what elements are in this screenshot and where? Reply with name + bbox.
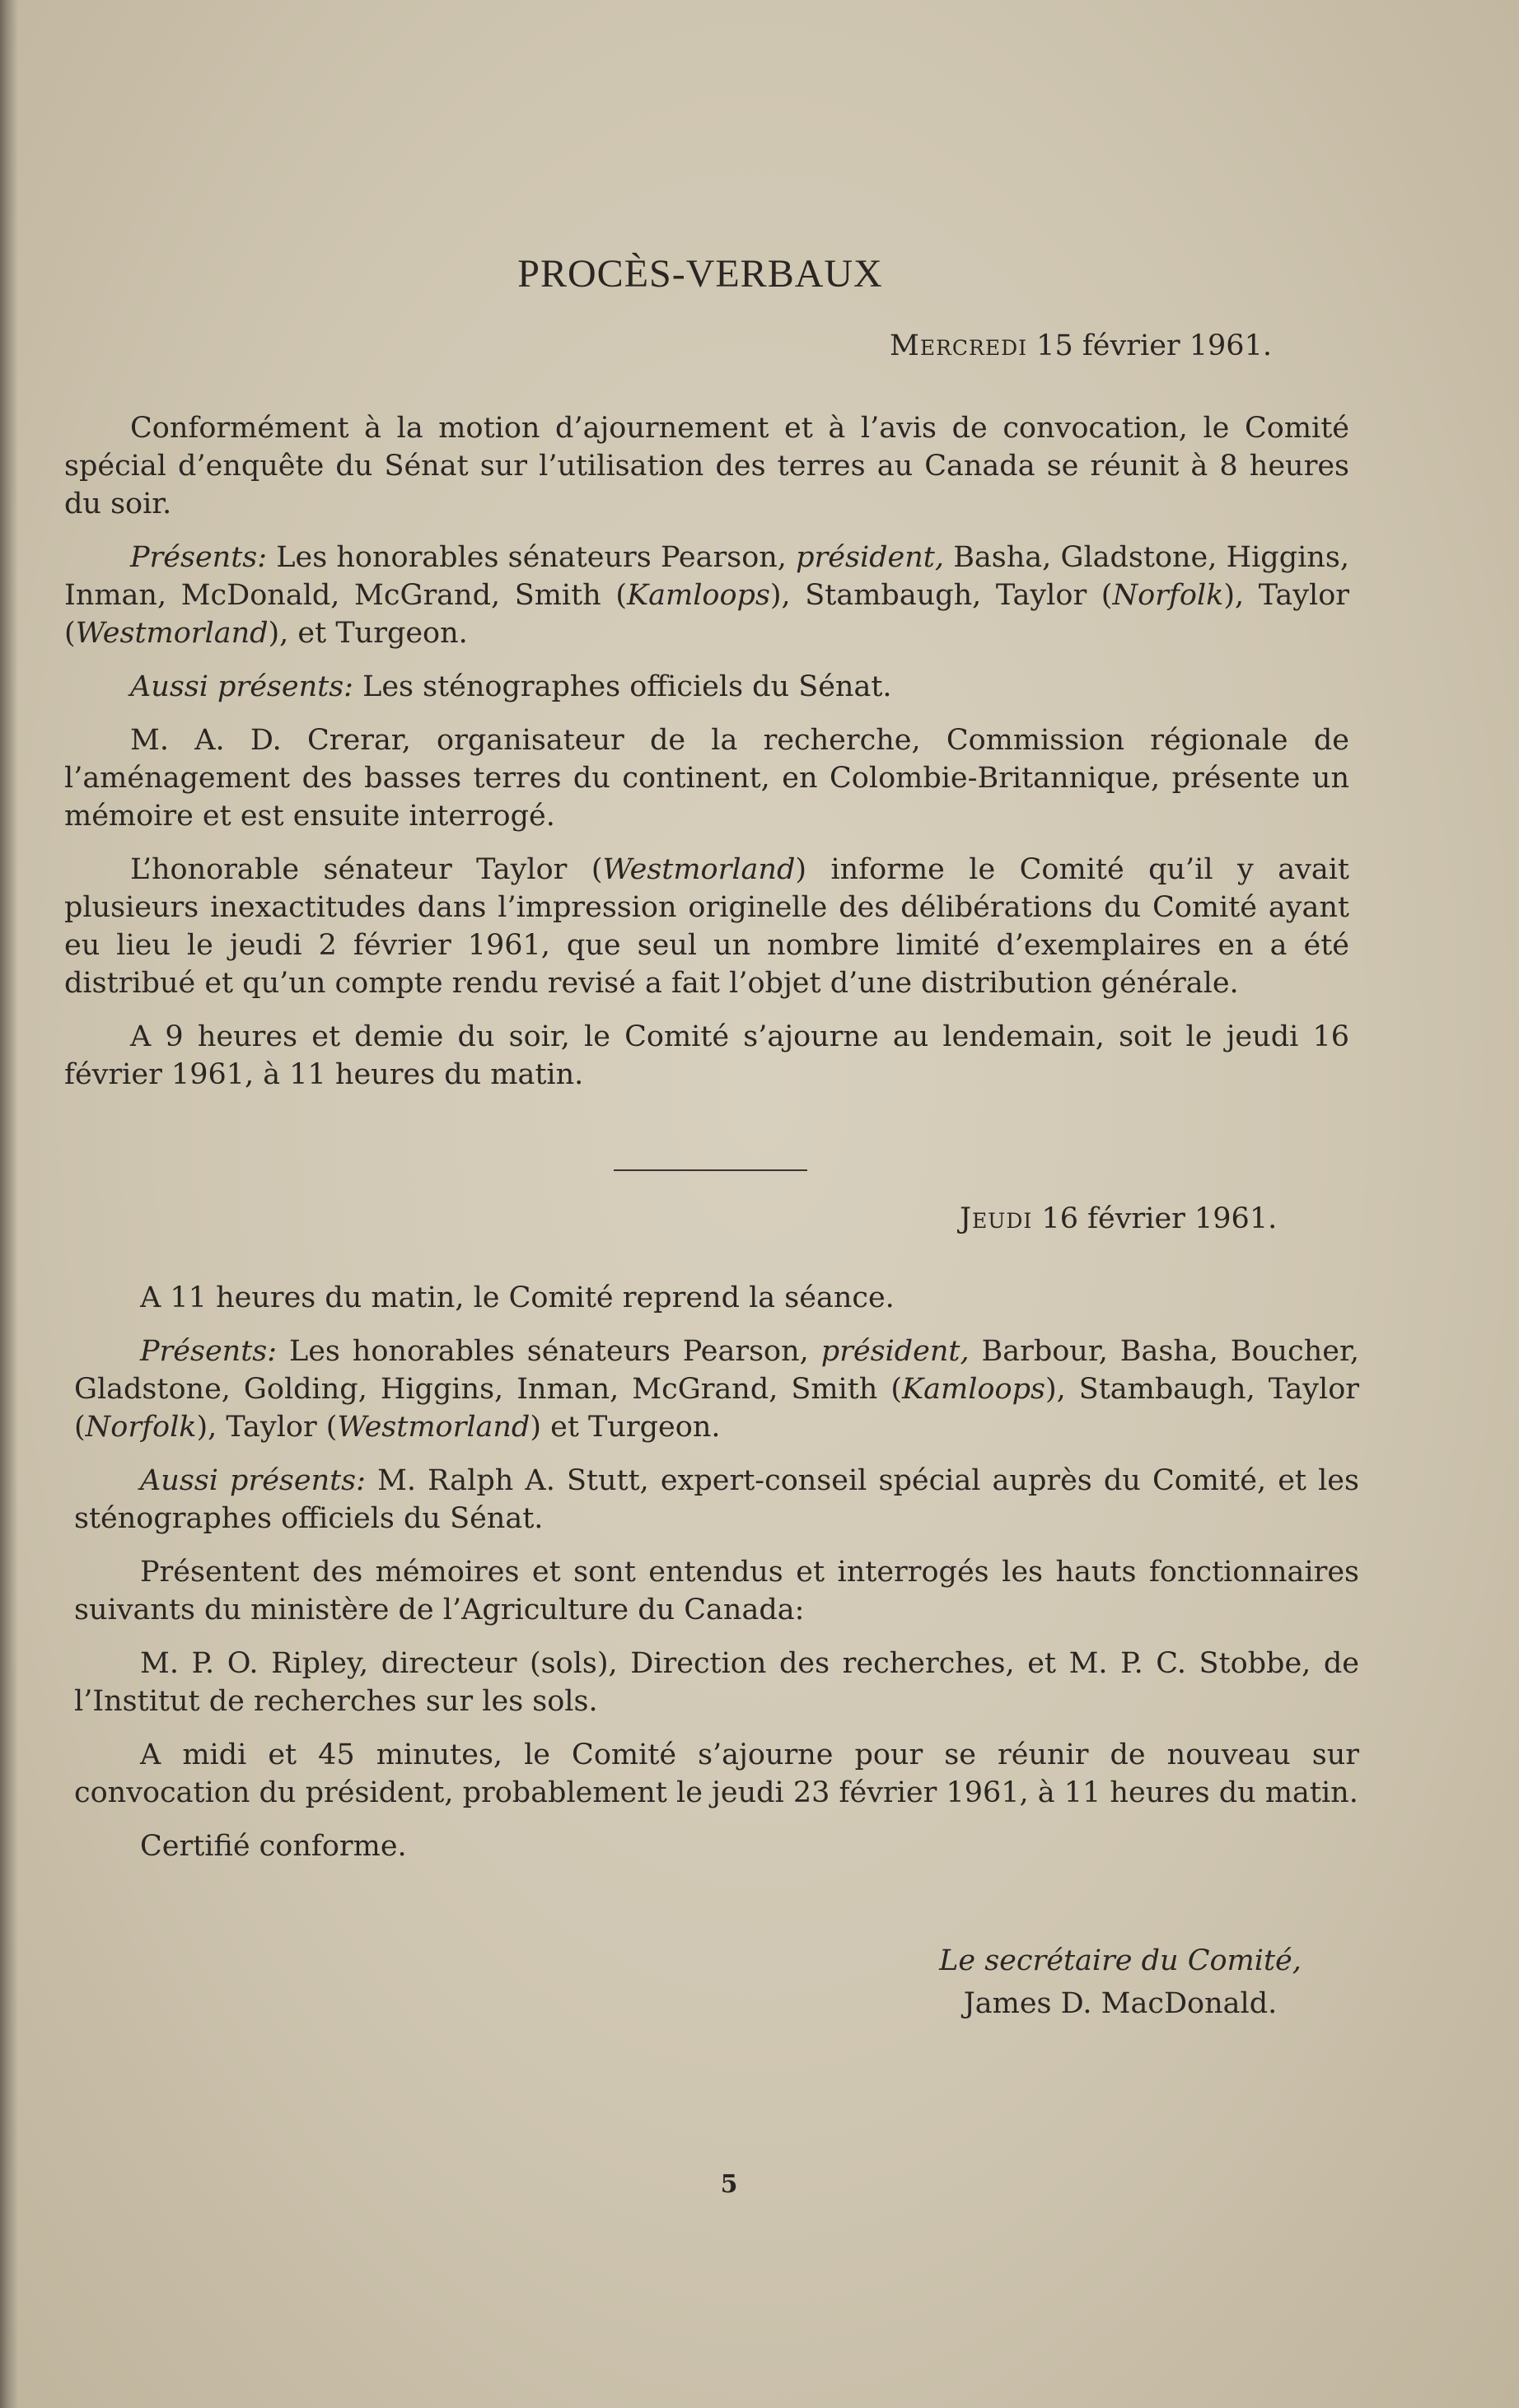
riding-norfolk: Norfolk xyxy=(85,1411,197,1444)
present-text-part: ), Taylor ( xyxy=(64,579,1349,650)
present-label: Présents: xyxy=(140,1335,278,1368)
paragraph-present-members xyxy=(74,1332,1359,1446)
present-text-part: ), et Turgeon. xyxy=(268,617,468,650)
present-text-part: ) et Turgeon. xyxy=(530,1411,721,1444)
also-present-label: Aussi présents: xyxy=(140,1464,366,1497)
section-date-wednesday xyxy=(890,329,1272,362)
president-label: président, xyxy=(820,1335,970,1368)
paragraph-certified: Certifié conforme. xyxy=(140,1830,407,1863)
present-text-part: Basha, Gladstone, Higgins, Inman, McDonald, McGrand, Smith ( xyxy=(64,541,1349,612)
paragraph-resume: A 11 heures du matin, le Comité reprend la séance. xyxy=(140,1281,895,1314)
date-text: 16 février 1961. xyxy=(1041,1202,1278,1235)
paragraph-adjournment: A 9 heures et demie du soir, le Comité s’ajourne au lendemain, soit le jeudi 16 février 1961, à 11 heures du matin. xyxy=(64,1020,1349,1091)
present-text-part: Les honorables sénateurs Pearson, xyxy=(276,541,787,574)
date-text: 15 février 1961. xyxy=(1036,329,1272,362)
paragraph-also-present xyxy=(64,668,1349,706)
riding-norfolk: Norfolk xyxy=(1112,579,1224,612)
signature-role: Le secrétaire du Comité, xyxy=(939,1944,1302,1977)
paragraph-witnesses: M. P. O. Ripley, directeur (sols), Direction des recherches, et M. P. C. Stobbe, de l’Institut de recherches sur les sols. xyxy=(74,1647,1359,1718)
page-title: PROCÈS-VERBAUX xyxy=(517,252,883,296)
riding-westmorland: Westmorland xyxy=(337,1411,530,1444)
correction-text-part: L’honorable sénateur Taylor ( xyxy=(130,853,603,886)
page-binding-edge xyxy=(0,0,18,2408)
section-thursday-body xyxy=(74,1279,1359,1881)
section-date-thursday xyxy=(960,1202,1277,1235)
riding-kamloops: Kamloops xyxy=(902,1373,1045,1406)
section-wednesday-body xyxy=(64,409,1349,1109)
date-weekday: Mercredi xyxy=(890,329,1028,362)
riding-westmorland: Westmorland xyxy=(75,617,269,650)
also-present-text: Les sténographes officiels du Sénat. xyxy=(362,670,892,703)
also-present-text: M. Ralph A. Stutt, expert-conseil spécial auprès du Comité, et les sténographes officiels du Sénat. xyxy=(74,1464,1359,1535)
president-label: président, xyxy=(796,541,944,574)
paragraph-witness: M. A. D. Crerar, organisateur de la recherche, Commission régionale de l’aménagement des basses terres du continent, en Colombie-Britannique, présente un mémoire et est ensuite interrogé. xyxy=(64,724,1349,833)
page-number: 5 xyxy=(720,2170,738,2199)
paragraph-convocation: Conformément à la motion d’ajournement et à l’avis de convocation, le Comité spécial d’enquête du Sénat sur l’utilisation des terres au Canada se réunit à 8 heures du soir. xyxy=(64,412,1349,520)
present-text-part: Barbour, Basha, Boucher, Gladstone, Golding, Higgins, Inman, McGrand, Smith ( xyxy=(74,1335,1359,1406)
paragraph-present-members xyxy=(64,539,1349,652)
present-text-part: ), Stambaugh, Taylor ( xyxy=(769,579,1113,612)
present-text-part: ), Stambaugh, Taylor ( xyxy=(74,1373,1359,1444)
present-text-part: ), Taylor ( xyxy=(196,1411,338,1444)
correction-text-part: ) informe le Comité qu’il y avait plusieurs inexactitudes dans l’impression originelle des délibérations du Comité ayant eu lieu le jeudi 2 février 1961, que seul un nombre limité d’exemplaires en a été distribué et qu’un compte rendu revisé a fait l’objet d’une distribution générale. xyxy=(64,853,1349,1000)
paragraph-officials: Présentent des mémoires et sont entendus et interrogés les hauts fonctionnaires suivants du ministère de l’Agriculture du Canada: xyxy=(74,1556,1359,1626)
section-divider xyxy=(614,1169,807,1171)
also-present-label: Aussi présents: xyxy=(130,670,353,703)
signature-block xyxy=(914,1939,1326,2025)
riding-kamloops: Kamloops xyxy=(627,579,770,612)
paragraph-adjournment: A midi et 45 minutes, le Comité s’ajourne pour se réunir de nouveau sur convocation du président, probablement le jeudi 23 février 1961, à 11 heures du matin. xyxy=(74,1738,1359,1809)
signature-name: James D. MacDonald. xyxy=(963,1987,1278,2020)
present-text-part: Les honorables sénateurs Pearson, xyxy=(288,1335,809,1368)
paragraph-correction xyxy=(64,851,1349,1002)
present-label: Présents: xyxy=(130,541,268,574)
date-weekday: Jeudi xyxy=(960,1202,1033,1235)
paragraph-also-present xyxy=(74,1462,1359,1538)
riding-westmorland: Westmorland xyxy=(602,853,796,886)
